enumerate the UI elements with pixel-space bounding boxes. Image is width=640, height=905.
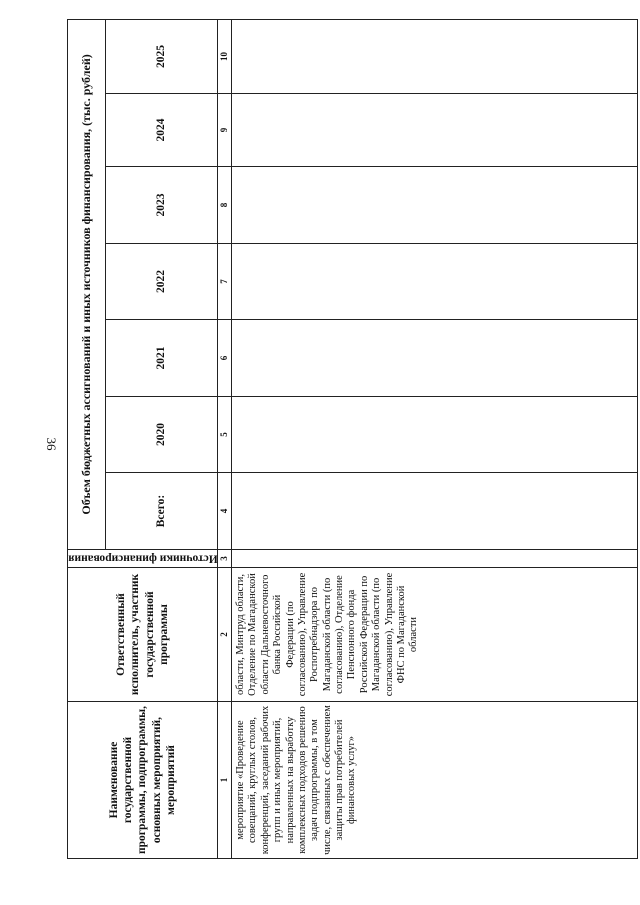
row-2022-cell [232,244,638,320]
column-number-7: 7 [218,244,232,320]
row-source-cell [232,550,638,568]
rotated-table-page [67,20,638,859]
row-2025-cell [232,19,638,93]
header-year-2020: 2020 [106,397,218,473]
column-number-2: 2 [218,568,232,702]
row-executor-cell: области, Минтруд области, Отделение по Магаданской области Дальневосточного банка Российской Федерации (по согласованию), Управление Роспотребнадзора по Магаданской области (по согласованию), Отделение Пенсионного фонда Российской Федерации по Магаданской области (по согласованию), Управление ФНС по Магаданской области [232,568,638,702]
header-year-2024: 2024 [106,94,218,167]
header-year-2021: 2021 [106,320,218,397]
header-name-column: Наименование государственной программы, подпрограммы, основных мероприятий, мероприятий [68,702,218,859]
row-total-cell [232,473,638,550]
column-number-5: 5 [218,397,232,473]
row-2023-cell [232,167,638,244]
row-2020-cell [232,397,638,473]
row-2021-cell [232,320,638,397]
column-number-8: 8 [218,167,232,244]
header-funding-group: Объем бюджетных ассигнований и иных источников финансирования, (тыс. рублей) [68,19,106,549]
page-number: 36 [44,437,59,451]
column-number-1: 1 [218,702,232,859]
funding-table [67,19,638,859]
header-year-2025: 2025 [106,19,218,93]
row-name-cell: мероприятие «Проведение совещаний, круглых столов, конференций, заседаний рабочих групп и иных мероприятий, направленных на выработку комплексных подходов решению задач подпрограммы, в том числе, связанных с обеспечением защиты прав потребителей финансовых услуг» [232,702,638,859]
header-year-2023: 2023 [106,167,218,244]
column-number-9: 9 [218,94,232,167]
row-2024-cell [232,94,638,167]
column-number-3: 3 [218,550,232,568]
header-executor-column: Ответственный исполнитель, участник государственной программы [68,568,218,702]
header-year-2022: 2022 [106,244,218,320]
table-row [232,19,638,858]
header-source-label: Источники финансирования [67,552,218,565]
header-total: Всего: [106,473,218,550]
column-number-10: 10 [218,19,232,93]
header-source-column [68,550,218,568]
column-number-6: 6 [218,320,232,397]
column-number-4: 4 [218,473,232,550]
